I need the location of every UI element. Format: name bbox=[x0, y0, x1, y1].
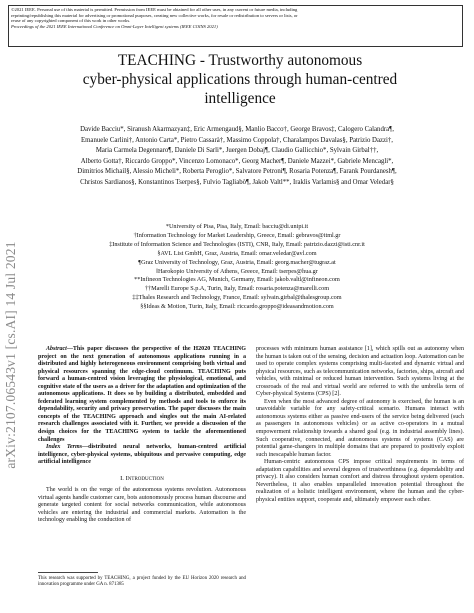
index-terms bbox=[38, 444, 246, 467]
right-column bbox=[256, 346, 464, 504]
affiliation: ¶Graz University of Technology, Graz, Austria, Email: georg.macher@tugraz.at bbox=[138, 258, 336, 266]
title-line: TEACHING - Trustworthy autonomous bbox=[117, 52, 363, 69]
affiliation: ††Marelli Europe S.p.A, Turin, Italy, Email: rosaria.potenza@marelli.com bbox=[144, 285, 330, 293]
affiliation: ‡Institute of Information Science and Technologies (ISTI), CNR, Italy, Email: patrizio.dazzi@isti.cnr.it bbox=[109, 240, 365, 248]
affiliation: †Information Technology for Market Leadership, Greece, Email: gebravos@itml.gr bbox=[133, 231, 341, 239]
proceedings-line: Proceedings of the 2021 IEEE International Conference on Omni-Layer Intelligent systems (IEEE COINS 2021) bbox=[11, 23, 218, 29]
author-line: Dimitrios Michail§, Alessio Micheli*, Roberta Peroglio*, Salvatore Petroni¶, Rosaria Potenza¶, Farank Pourdanesh¶, bbox=[77, 168, 397, 176]
affiliation: §§Ideas & Motion, Turin, Italy, Email: riccardo.groppo@ideasandmotion.com bbox=[140, 303, 334, 311]
abstract-label: Abstract bbox=[46, 346, 67, 352]
copyright-line: reuse of any copyrighted component of this work in other works. bbox=[11, 18, 131, 24]
intro-paragraph: The world is on the verge of the autonomous systems revolution. Autonomous virtual agents handle customer care, bots autonomously process human discourse and generate targeted content for social networks communication, while autonomous vehicles are entering the industrial and commercial markets. Automation is the technology enabling the conduction of bbox=[38, 487, 246, 524]
copyright-line: reprinting/republishing this material for advertising or promotional purposes, creating new collective works, for resale or redistribution to servers or lists, or bbox=[11, 12, 298, 18]
copyright-notice bbox=[8, 5, 463, 47]
affiliation: ‡‡Thales Research and Technology, France, Email: sylvain.girbal@thalesgroup.com bbox=[132, 294, 342, 302]
author-line: Alberto Gotta†, Riccardo Groppo*, Vincenzo Lomonaco*, Georg Macher¶, Daniele Mazzei*, Gabriele Mencagli*, bbox=[80, 157, 394, 165]
body-paragraph: Human-centric autonomous CPS impose critical requirements in terms of adaptation capabilities and several degrees of trustworthiness (e.g. dependability and privacy). It also considers human comfort and distress throughout system operation. Nevertheless, it also enables unparalleled innovation potential throughout the realization of a holistic intelligent environment, where the human and the cyber-physical entities support, cooperate and, ultimately empower each other. bbox=[256, 459, 464, 503]
title-line: intelligence bbox=[204, 89, 276, 107]
copyright-line: ©2021 IEEE. Personal use of this material is permitted. Permission from IEEE must be obtained for all other uses, in any current or future media, including bbox=[11, 7, 298, 12]
paper-title bbox=[40, 52, 440, 108]
index-terms-label: Index Terms bbox=[46, 444, 83, 451]
author-line: Christos Sardianos§, Konstantinos Tserpes§, Fulvio Tagliabò¶, Jakob Valtl**, Iraklis Varlamis§ and Omar Veledar§ bbox=[80, 178, 394, 186]
funding-footnote: This research was supported by TEACHING, a project funded by the EU Horizon 2020 research and innovation programme under GA n. 871385 bbox=[38, 576, 246, 587]
body-paragraph: Even when the most advanced degree of autonomy is exercised, the human is an unavoidable variable for any safety-critical scenario. Humans interact with autonomous systems either as passive end-users of the service being delivered (such as passengers in autonomous vehicles) or as active co-operators in a mutual empowerment relationship towards a shared goal (e.g. in industrial assembly lines). Such cooperative, connected, and autonomous systems of systems (CAS) are potential game-changers in multiple domains that are prepared to positively exploit such inescapable human factor. bbox=[256, 398, 464, 458]
abstract-text: —This paper discusses the perspective of the H2020 TEACHING project on the next generation of autonomous applications running in a distributed and highly heterogeneous environment comprising both virtual and physical resources spanning the edge-cloud continuum. TEACHING puts forward a human-centred vision leveraging the physiological, emotional, and cognitive state of the users as a driver for the adaptation and optimization of the autonomous applications. It does so by building a distributed, embedded and federated learning system complemented by methods and tools to enforce its dependability, security and privacy preservation. The paper discusses the main concepts of the TEACHING approach and singles out the main AI-related research challenges associated with it. Further, we provide a discussion of the design choices for the TEACHING system to tackle the aforementioned challenges bbox=[38, 346, 246, 443]
affiliation-list bbox=[32, 223, 442, 312]
arxiv-identifier: arXiv:2107.06543v1 [cs.AI] 14 Jul 2021 bbox=[3, 240, 18, 469]
author-list bbox=[32, 125, 442, 189]
affiliation: §AVL List GmbH, Graz, Austria, Email: omar.veledar@avl.com bbox=[157, 249, 317, 257]
affiliation: *University of Pisa, Pisa, Italy, Email: bacciu@di.unipi.it bbox=[165, 223, 309, 230]
affiliation: ‖Harokopio University of Athens, Greece, Email: tserpes@hua.gr bbox=[156, 267, 318, 275]
author-line: Maria Carmela Degennaro¶, Daniele Di Sarli*, Juergen Dobaj¶, Claudio Gallicchio*, Sylvain Girbal††, bbox=[95, 147, 379, 155]
index-terms-text: —distributed neural networks, human-centred artificial intelligence, cyber-physical systems, ubiquitous and pervasive computing, edge artificial intelligence bbox=[38, 444, 246, 466]
author-line: Davide Bacciu*, Siranush Akarmazyan‡, Eric Armengaud§, Manlio Bacco†, George Bravos‡, Calogero Calandra¶, bbox=[80, 126, 394, 133]
body-paragraph: processes with minimum human assistance [1], which spills out as autonomy when the human is taken out of the sensing, decision and actuation loop. Automation can be used to operate complex systems comprising multi-faceted and dynamic virtual and physical resources, such as telecommunication networks, factories, ships, aircraft and vehicles, with minimal or reduced human intervention. Such systems living at the crossroads of the real and virtual world are referred to with the umbrella term of Cyber-physical Systems (CPS) [2]. bbox=[256, 346, 464, 398]
footnote-rule bbox=[38, 572, 98, 573]
left-column bbox=[38, 346, 246, 525]
affiliation: **Infineon Technologies AG, Munich, Germany, Email: jakob.valtl@infineon.com bbox=[134, 276, 340, 284]
title-line: cyber-physical applications through human-centred bbox=[82, 70, 398, 88]
arxiv-stamp bbox=[2, 192, 20, 517]
author-line: Emanuele Carlini†, Antonio Carta*, Pietro Cassarà†, Massimo Coppola†, Charalampos Davalas§, Patrizio Dazzi†, bbox=[80, 136, 394, 144]
abstract bbox=[38, 346, 246, 444]
section-heading-introduction: I. Introduction bbox=[120, 474, 164, 482]
